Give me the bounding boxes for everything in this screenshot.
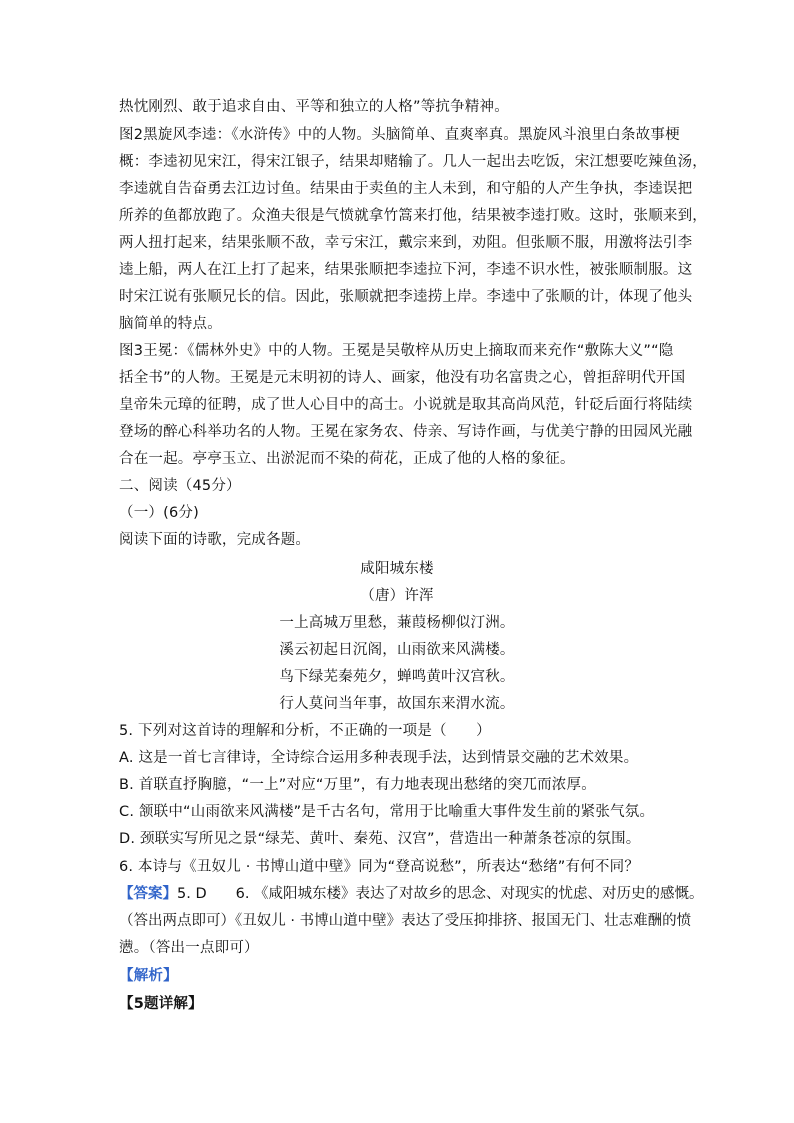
fig2-line: 所养的鱼都放跑了。众渔夫很是气愤就拿竹篙来打他，结果被李逵打败。这时，张顺来到， <box>119 208 707 224</box>
fig2-line: 两人扭打起来，结果张顺不敌，幸亏宋江，戴宗来到，劝阻。但张顺不服，用激将法引李 <box>119 235 693 251</box>
question-5-stem: 5. 下列对这首诗的理解和分析，不正确的一项是（ ） <box>119 723 491 739</box>
section-heading: 二、阅读（45分） <box>119 478 241 494</box>
poem-line: 一上高城万里愁，蒹葭杨柳似汀洲。 <box>279 615 515 631</box>
fig3-line: 皇帝朱元璋的征聘，成了世人心目中的高士。小说就是取其高尚风范，针砭后面行将陆续 <box>119 397 693 413</box>
poem-line: 鸟下绿芜秦苑夕，蝉鸣黄叶汉宫秋。 <box>279 669 515 685</box>
fig2-line: 时宋江说有张顺兄长的信。因此，张顺就把李逵捞上岸。李逵中了张顺的计，体现了他头 <box>119 289 693 305</box>
detail-label: 【5题详解】 <box>119 996 203 1012</box>
option-a: A. 这是一首七言律诗，全诗综合运用多种表现手法，达到情景交融的艺术效果。 <box>119 750 639 766</box>
fig2-line: 李逵就自告奋勇去江边讨鱼。结果由于卖鱼的主人未到，和守船的人产生争执，李逵误把 <box>119 181 693 197</box>
poem-line: 溪云初起日沉阁，山雨欲来风满楼。 <box>279 642 515 658</box>
fig2-line: 脑简单的特点。 <box>119 316 222 332</box>
analysis-label: 【解析】 <box>119 968 178 984</box>
answer-text: 5. D 6. 《咸阳城东楼》表达了对故乡的思念、对现实的忧虑、对历史的感慨。 <box>177 886 704 902</box>
instruction: 阅读下面的诗歌，完成各题。 <box>119 532 311 548</box>
answer-line <box>119 884 704 904</box>
option-c: C. 颔联中“山雨欲来风满楼”是千古名句，常用于比喻重大事件发生前的紧张气氛。 <box>119 804 655 820</box>
option-b: B. 首联直抒胸臆，“一上”对应“万里”，有力地表现出愁绪的突兀而浓厚。 <box>119 777 596 793</box>
sub-heading: （一）(6分) <box>119 505 199 521</box>
answer-label: 【答案】 <box>119 886 177 902</box>
option-d: D. 颈联实写所见之景“绿芜、黄叶、秦苑、汉宫”，营造出一种萧条苍凉的氛围。 <box>119 831 641 847</box>
answer-line: （答出两点即可）《丑奴儿 · 书博山道中壁》表达了受压抑排挤、报国无门、壮志难酬的愤 <box>119 913 692 929</box>
fig3-line: 登场的醉心科举功名的人物。王冕在家务农、侍亲、写诗作画，与优美宁静的田园风光融 <box>119 424 693 440</box>
question-6: 6. 本诗与《丑奴儿 · 书博山道中壁》同为“登高说愁”，所表达“愁绪”有何不同？ <box>119 859 640 875</box>
poem-author: （唐）许浑 <box>360 588 434 604</box>
fig2-line: 图2黑旋风李逵：《水浒传》中的人物。头脑简单、直爽率真。黑旋风斗浪里白条故事梗 <box>119 127 680 143</box>
fig3-line: 图3王冕：《儒林外史》中的人物。王冕是吴敬梓从历史上摘取而来充作“敷陈大义”“隐 <box>119 343 674 359</box>
poem-title: 咸阳城东楼 <box>360 561 434 577</box>
fig3-line: 合在一起。亭亭玉立、出淤泥而不染的荷花，正成了他的人格的象征。 <box>119 451 575 467</box>
poem-line: 行人莫问当年事，故国东来渭水流。 <box>279 696 515 712</box>
fig3-line: 括全书”的人物。王冕是元末明初的诗人、画家，他没有功名富贵之心，曾拒辞明代开国 <box>119 370 686 386</box>
fig2-line: 概：李逵初见宋江，得宋江银子，结果却赌输了。几人一起出去吃饭，宋江想要吃辣鱼汤， <box>119 154 707 170</box>
answer-line: 懑。（答出一点即可） <box>119 940 259 956</box>
fig2-line: 逵上船，两人在江上打了起来，结果张顺把李逵拉下河，李逵不识水性，被张顺制服。这 <box>119 262 693 278</box>
intro-tail: 热忱刚烈、敢于追求自由、平等和独立的人格”等抗争精神。 <box>119 99 509 115</box>
